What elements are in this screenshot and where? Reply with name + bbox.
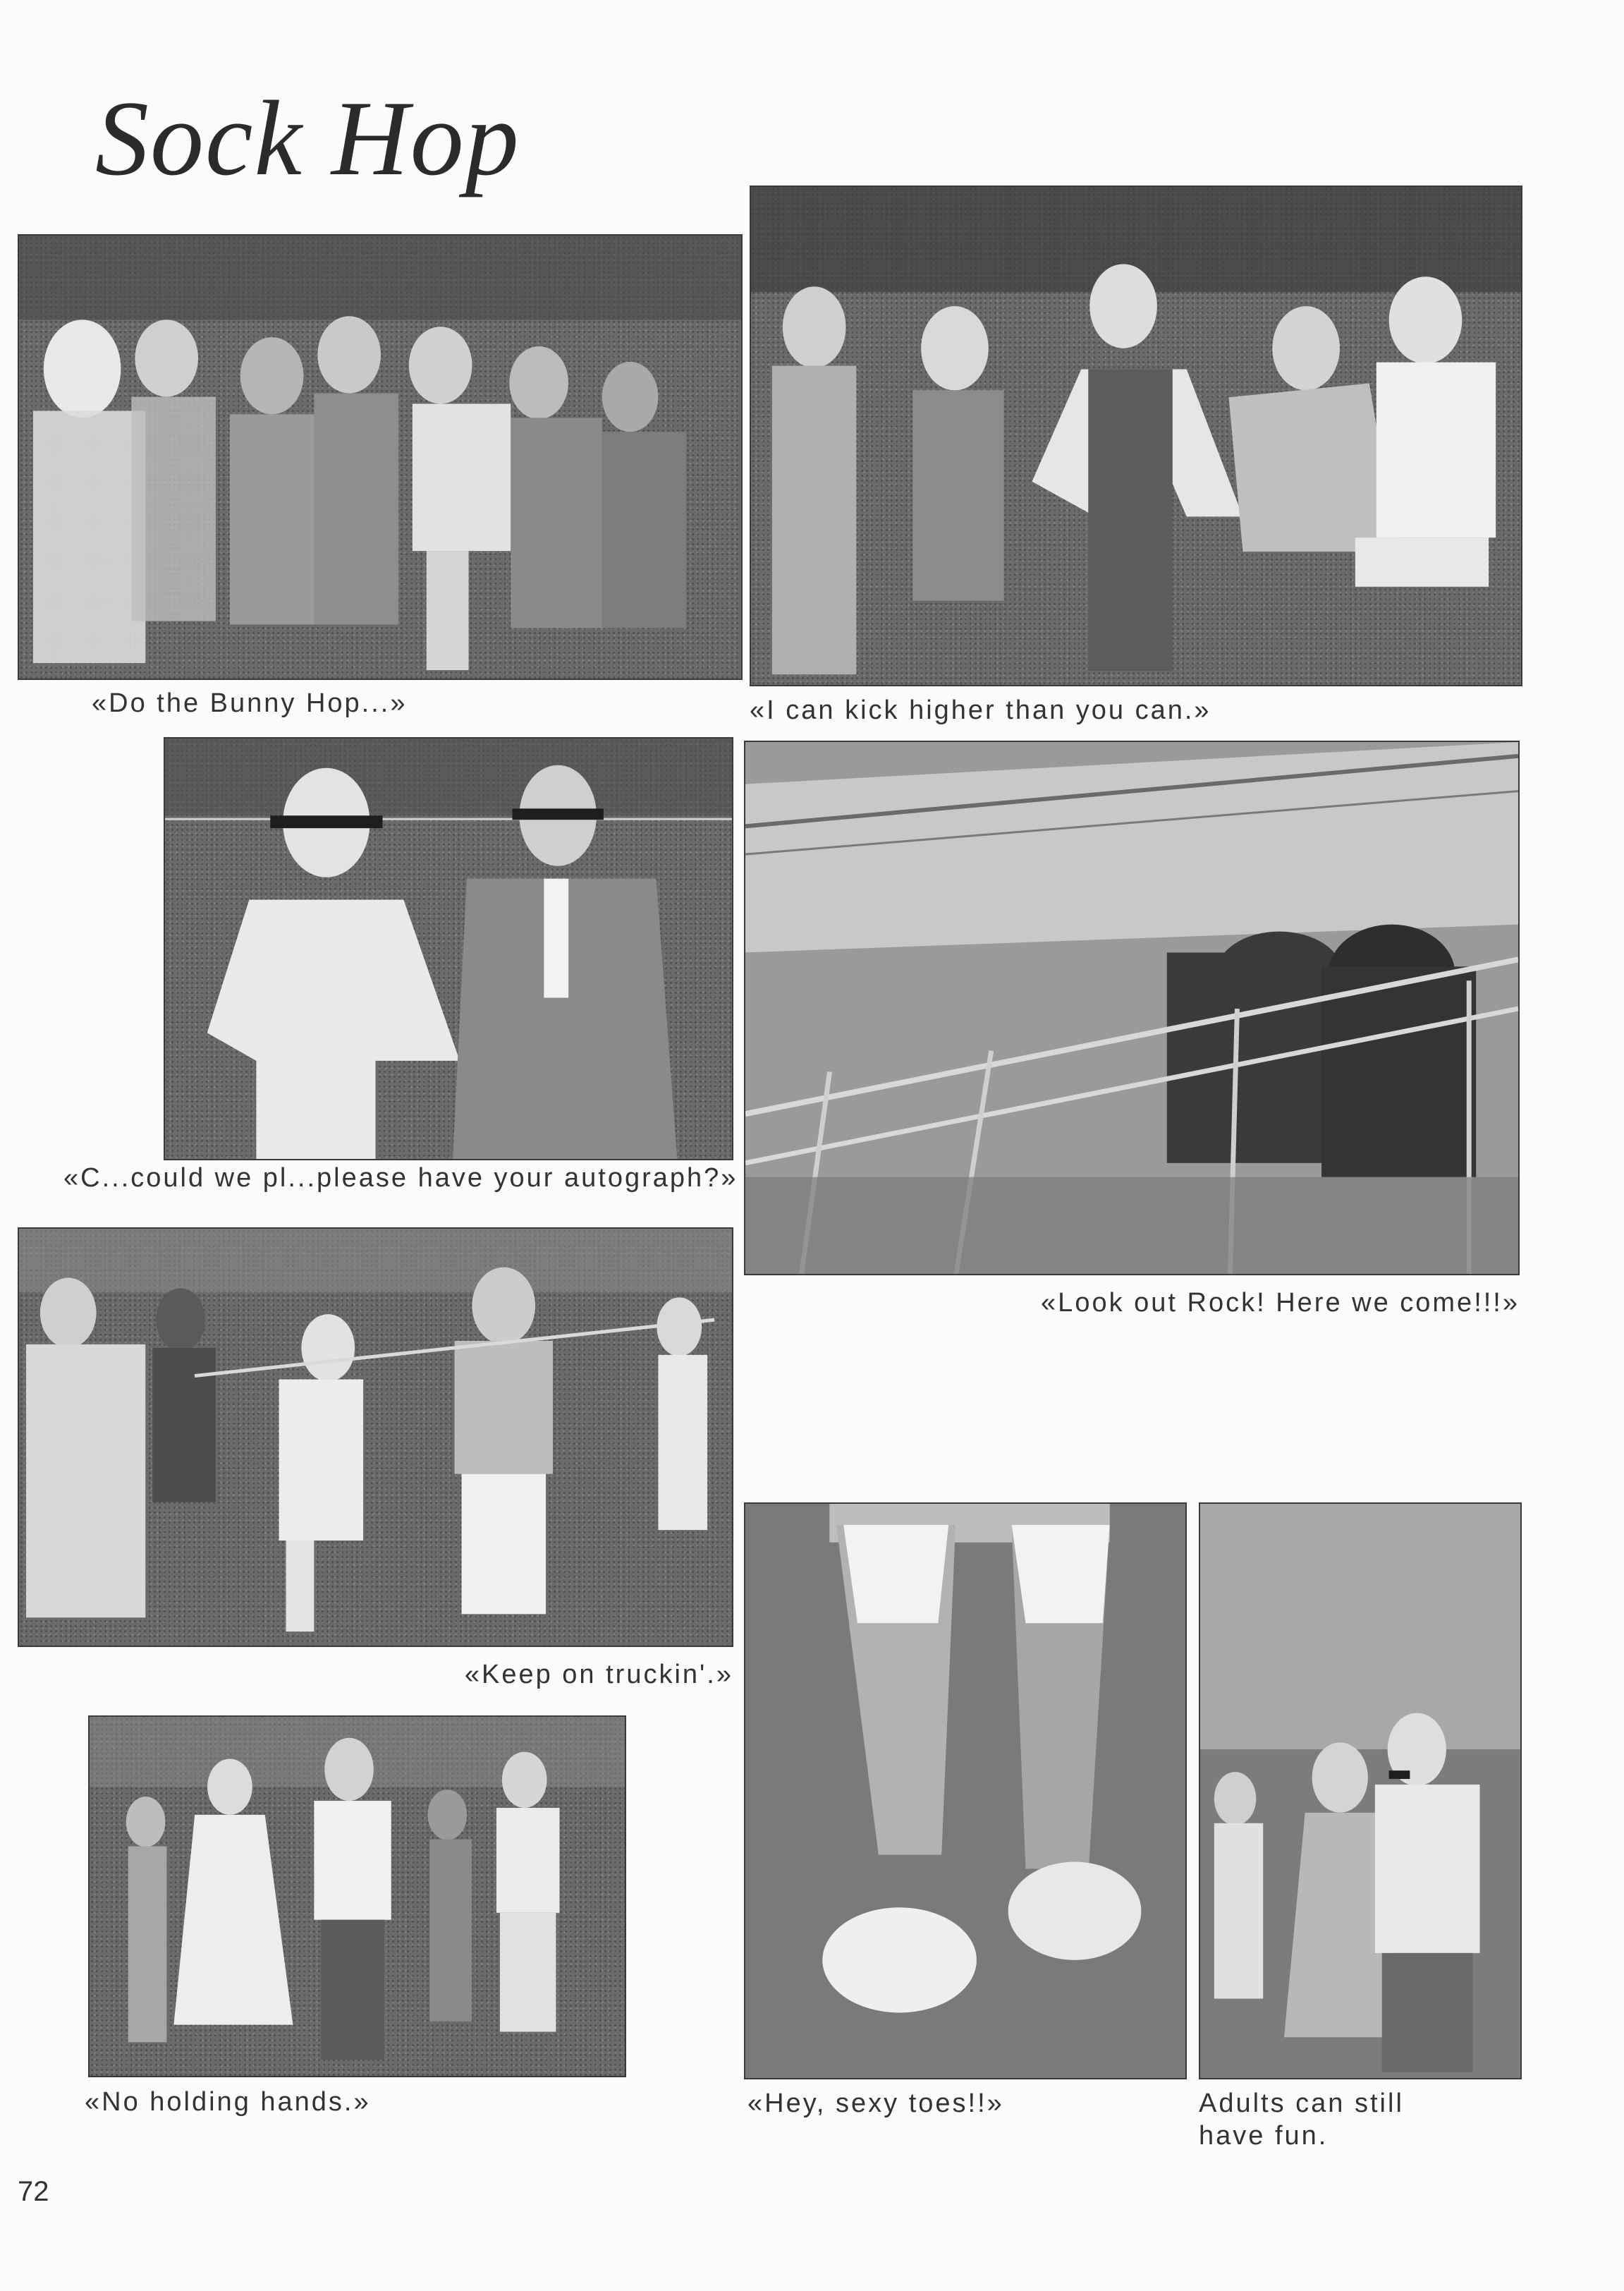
photo-keep-on-truckin (18, 1227, 733, 1647)
autograph-figures (165, 739, 732, 1159)
photo-bunny-hop (18, 234, 743, 680)
bunny-hop-figures (19, 236, 741, 679)
caption-no-holding-hands: «No holding hands.» (85, 2087, 371, 2117)
caption-adults-fun: Adults can still have fun. (1199, 2089, 1404, 2151)
photo-kick-higher (750, 186, 1522, 686)
kick-higher-figures (751, 187, 1521, 685)
caption-kick-higher: «I can kick higher than you can.» (750, 695, 1211, 725)
photo-adults-fun (1199, 1502, 1522, 2079)
photo-sexy-toes (744, 1502, 1187, 2079)
caption-bunny-hop: «Do the Bunny Hop...» (92, 688, 408, 718)
sexy-toes-legs (745, 1504, 1185, 2078)
page-number: 72 (18, 2176, 49, 2207)
caption-look-out-rock: «Look out Rock! Here we come!!!» (1041, 1288, 1520, 1318)
no-holding-hands-figures (90, 1717, 625, 2076)
keep-on-truckin-figures (19, 1229, 732, 1646)
caption-sexy-toes: «Hey, sexy toes!!» (747, 2089, 1004, 2118)
photo-look-out-rock (744, 741, 1520, 1275)
look-out-rock-scene (745, 742, 1518, 1274)
adults-fun-figures (1200, 1504, 1520, 2078)
photo-no-holding-hands (88, 1715, 626, 2077)
photo-autograph (164, 737, 733, 1160)
caption-autograph: «C...could we pl...please have your autograph?» (63, 1163, 738, 1193)
page-title: Sock Hop (95, 79, 520, 198)
caption-keep-on-truckin: «Keep on truckin'.» (464, 1660, 733, 1689)
